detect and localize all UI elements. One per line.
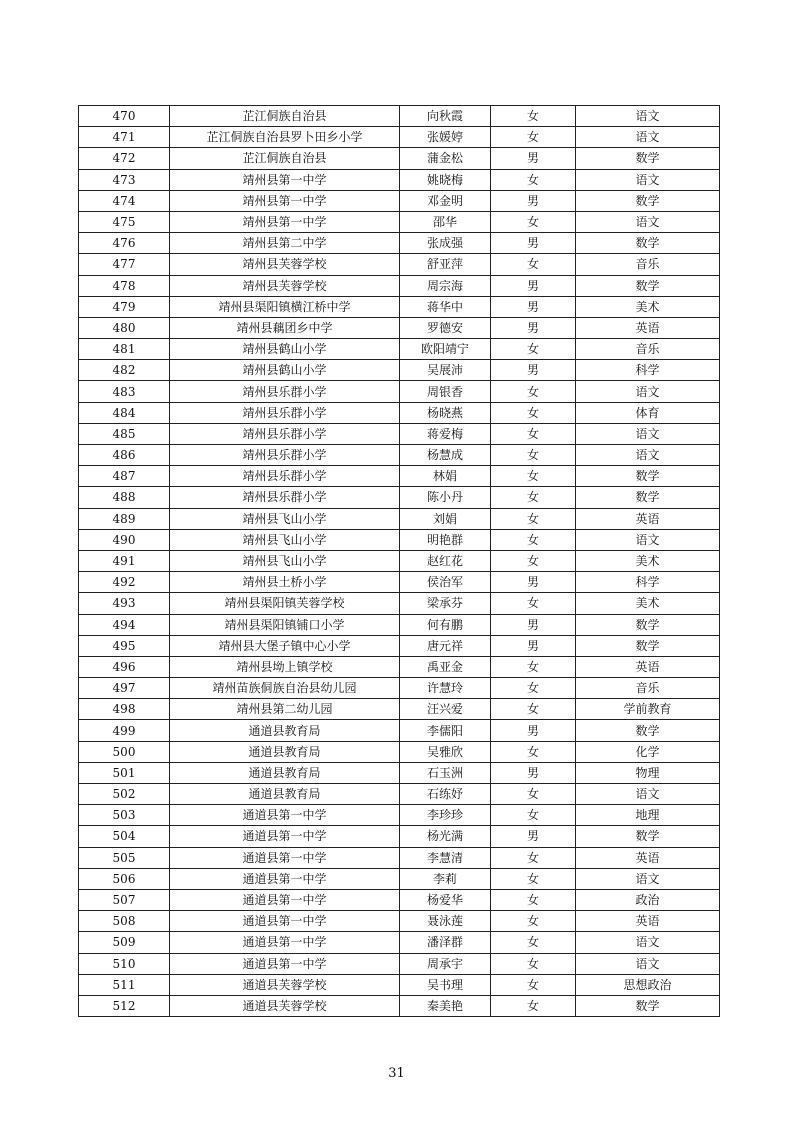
table-row — [79, 211, 720, 232]
name-cell: 罗德安 — [400, 317, 491, 338]
gender-cell: 女 — [491, 868, 576, 889]
table-row — [79, 233, 720, 254]
gender-cell: 男 — [491, 360, 576, 381]
subject-cell: 语文 — [576, 106, 720, 127]
unit-cell: 靖州县第一中学 — [170, 211, 400, 232]
table-row — [79, 889, 720, 910]
row-number-cell: 477 — [79, 254, 170, 275]
name-cell: 蒋爱梅 — [400, 423, 491, 444]
unit-cell: 靖州县渠阳镇横江桥中学 — [170, 296, 400, 317]
unit-cell: 通道县第一中学 — [170, 932, 400, 953]
gender-cell: 男 — [491, 572, 576, 593]
subject-cell: 数学 — [576, 190, 720, 211]
unit-cell: 芷江侗族自治县 — [170, 148, 400, 169]
row-number-cell: 490 — [79, 529, 170, 550]
unit-cell: 靖州县渠阳镇铺口小学 — [170, 614, 400, 635]
name-cell: 明艳群 — [400, 529, 491, 550]
name-cell: 石玉洲 — [400, 762, 491, 783]
subject-cell: 体育 — [576, 402, 720, 423]
row-number-cell: 480 — [79, 317, 170, 338]
table-row — [79, 148, 720, 169]
name-cell: 周宗海 — [400, 275, 491, 296]
name-cell: 欧阳靖宁 — [400, 339, 491, 360]
unit-cell: 芷江侗族自治县罗卜田乡小学 — [170, 127, 400, 148]
table-row — [79, 720, 720, 741]
table-row — [79, 296, 720, 317]
gender-cell: 男 — [491, 275, 576, 296]
gender-cell: 男 — [491, 233, 576, 254]
unit-cell: 靖州县乐群小学 — [170, 381, 400, 402]
row-number-cell: 504 — [79, 826, 170, 847]
row-number-cell: 511 — [79, 974, 170, 995]
gender-cell: 女 — [491, 339, 576, 360]
subject-cell: 语文 — [576, 211, 720, 232]
row-number-cell: 478 — [79, 275, 170, 296]
table-row — [79, 190, 720, 211]
unit-cell: 靖州县乐群小学 — [170, 445, 400, 466]
unit-cell: 靖州县第二中学 — [170, 233, 400, 254]
table-row — [79, 784, 720, 805]
subject-cell: 语文 — [576, 932, 720, 953]
gender-cell: 女 — [491, 550, 576, 571]
gender-cell: 女 — [491, 741, 576, 762]
gender-cell: 女 — [491, 889, 576, 910]
table-row — [79, 974, 720, 995]
row-number-cell: 507 — [79, 889, 170, 910]
row-number-cell: 476 — [79, 233, 170, 254]
row-number-cell: 492 — [79, 572, 170, 593]
table-row — [79, 550, 720, 571]
table-row — [79, 953, 720, 974]
subject-cell: 语文 — [576, 953, 720, 974]
unit-cell: 通道县教育局 — [170, 784, 400, 805]
name-cell: 周银香 — [400, 381, 491, 402]
subject-cell: 美术 — [576, 296, 720, 317]
row-number-cell: 488 — [79, 487, 170, 508]
table-row — [79, 487, 720, 508]
subject-cell: 美术 — [576, 593, 720, 614]
name-cell: 梁承芬 — [400, 593, 491, 614]
name-cell: 蒲金松 — [400, 148, 491, 169]
table-row — [79, 614, 720, 635]
subject-cell: 物理 — [576, 762, 720, 783]
gender-cell: 女 — [491, 423, 576, 444]
gender-cell: 女 — [491, 466, 576, 487]
gender-cell: 女 — [491, 953, 576, 974]
gender-cell: 男 — [491, 762, 576, 783]
row-number-cell: 473 — [79, 169, 170, 190]
row-number-cell: 481 — [79, 339, 170, 360]
subject-cell: 英语 — [576, 911, 720, 932]
table-row — [79, 656, 720, 677]
table-row — [79, 678, 720, 699]
unit-cell: 靖州苗族侗族自治县幼儿园 — [170, 678, 400, 699]
subject-cell: 英语 — [576, 847, 720, 868]
subject-cell: 语文 — [576, 529, 720, 550]
row-number-cell: 472 — [79, 148, 170, 169]
name-cell: 李慧清 — [400, 847, 491, 868]
unit-cell: 靖州县坳上镇学校 — [170, 656, 400, 677]
name-cell: 杨光满 — [400, 826, 491, 847]
name-cell: 石练妤 — [400, 784, 491, 805]
table-row — [79, 593, 720, 614]
unit-cell: 靖州县渠阳镇芙蓉学校 — [170, 593, 400, 614]
name-cell: 赵红花 — [400, 550, 491, 571]
roster-table-body — [79, 106, 720, 1017]
gender-cell: 女 — [491, 127, 576, 148]
unit-cell: 通道县第一中学 — [170, 847, 400, 868]
name-cell: 吴雅欣 — [400, 741, 491, 762]
subject-cell: 科学 — [576, 572, 720, 593]
unit-cell: 通道县芙蓉学校 — [170, 974, 400, 995]
row-number-cell: 491 — [79, 550, 170, 571]
subject-cell: 数学 — [576, 995, 720, 1016]
gender-cell: 女 — [491, 169, 576, 190]
row-number-cell: 497 — [79, 678, 170, 699]
name-cell: 张媛婷 — [400, 127, 491, 148]
subject-cell: 音乐 — [576, 678, 720, 699]
name-cell: 李莉 — [400, 868, 491, 889]
row-number-cell: 505 — [79, 847, 170, 868]
gender-cell: 女 — [491, 593, 576, 614]
row-number-cell: 493 — [79, 593, 170, 614]
table-row — [79, 466, 720, 487]
row-number-cell: 474 — [79, 190, 170, 211]
subject-cell: 数学 — [576, 826, 720, 847]
table-row — [79, 826, 720, 847]
gender-cell: 男 — [491, 826, 576, 847]
subject-cell: 语文 — [576, 423, 720, 444]
table-row — [79, 381, 720, 402]
subject-cell: 数学 — [576, 233, 720, 254]
unit-cell: 靖州县藕团乡中学 — [170, 317, 400, 338]
table-row — [79, 932, 720, 953]
table-row — [79, 762, 720, 783]
row-number-cell: 484 — [79, 402, 170, 423]
table-row — [79, 127, 720, 148]
unit-cell: 靖州县飞山小学 — [170, 508, 400, 529]
row-number-cell: 495 — [79, 635, 170, 656]
table-row — [79, 911, 720, 932]
table-row — [79, 805, 720, 826]
gender-cell: 女 — [491, 678, 576, 699]
gender-cell: 男 — [491, 614, 576, 635]
name-cell: 聂泳莲 — [400, 911, 491, 932]
name-cell: 秦美艳 — [400, 995, 491, 1016]
gender-cell: 女 — [491, 508, 576, 529]
row-number-cell: 475 — [79, 211, 170, 232]
subject-cell: 学前教育 — [576, 699, 720, 720]
table-row — [79, 699, 720, 720]
row-number-cell: 489 — [79, 508, 170, 529]
subject-cell: 语文 — [576, 868, 720, 889]
roster-table — [78, 105, 720, 1017]
name-cell: 侯治军 — [400, 572, 491, 593]
subject-cell: 数学 — [576, 148, 720, 169]
row-number-cell: 503 — [79, 805, 170, 826]
gender-cell: 女 — [491, 932, 576, 953]
name-cell: 张成强 — [400, 233, 491, 254]
subject-cell: 政治 — [576, 889, 720, 910]
row-number-cell: 479 — [79, 296, 170, 317]
name-cell: 向秋霞 — [400, 106, 491, 127]
gender-cell: 男 — [491, 317, 576, 338]
row-number-cell: 501 — [79, 762, 170, 783]
subject-cell: 数学 — [576, 275, 720, 296]
name-cell: 吴书理 — [400, 974, 491, 995]
row-number-cell: 471 — [79, 127, 170, 148]
subject-cell: 语文 — [576, 445, 720, 466]
row-number-cell: 485 — [79, 423, 170, 444]
subject-cell: 数学 — [576, 487, 720, 508]
unit-cell: 通道县第一中学 — [170, 826, 400, 847]
gender-cell: 女 — [491, 847, 576, 868]
name-cell: 邵华 — [400, 211, 491, 232]
row-number-cell: 482 — [79, 360, 170, 381]
name-cell: 邓金明 — [400, 190, 491, 211]
table-row — [79, 339, 720, 360]
gender-cell: 男 — [491, 190, 576, 211]
unit-cell: 靖州县第一中学 — [170, 190, 400, 211]
gender-cell: 女 — [491, 381, 576, 402]
row-number-cell: 510 — [79, 953, 170, 974]
unit-cell: 靖州县芙蓉学校 — [170, 254, 400, 275]
row-number-cell: 499 — [79, 720, 170, 741]
unit-cell: 靖州县第二幼儿园 — [170, 699, 400, 720]
subject-cell: 数学 — [576, 614, 720, 635]
table-row — [79, 360, 720, 381]
name-cell: 杨慧成 — [400, 445, 491, 466]
row-number-cell: 486 — [79, 445, 170, 466]
subject-cell: 美术 — [576, 550, 720, 571]
gender-cell: 男 — [491, 148, 576, 169]
name-cell: 汪兴爱 — [400, 699, 491, 720]
name-cell: 杨爱华 — [400, 889, 491, 910]
subject-cell: 英语 — [576, 317, 720, 338]
gender-cell: 女 — [491, 656, 576, 677]
name-cell: 何有鹏 — [400, 614, 491, 635]
gender-cell: 女 — [491, 784, 576, 805]
gender-cell: 女 — [491, 699, 576, 720]
name-cell: 潘泽群 — [400, 932, 491, 953]
table-row — [79, 169, 720, 190]
name-cell: 杨晓燕 — [400, 402, 491, 423]
row-number-cell: 487 — [79, 466, 170, 487]
table-row — [79, 275, 720, 296]
unit-cell: 靖州县乐群小学 — [170, 402, 400, 423]
unit-cell: 靖州县乐群小学 — [170, 487, 400, 508]
row-number-cell: 500 — [79, 741, 170, 762]
gender-cell: 男 — [491, 296, 576, 317]
row-number-cell: 483 — [79, 381, 170, 402]
gender-cell: 女 — [491, 402, 576, 423]
gender-cell: 女 — [491, 254, 576, 275]
table-row — [79, 254, 720, 275]
unit-cell: 通道县教育局 — [170, 762, 400, 783]
unit-cell: 通道县第一中学 — [170, 868, 400, 889]
unit-cell: 芷江侗族自治县 — [170, 106, 400, 127]
unit-cell: 靖州县鹤山小学 — [170, 360, 400, 381]
unit-cell: 靖州县乐群小学 — [170, 466, 400, 487]
gender-cell: 男 — [491, 635, 576, 656]
subject-cell: 地理 — [576, 805, 720, 826]
unit-cell: 通道县教育局 — [170, 720, 400, 741]
gender-cell: 女 — [491, 974, 576, 995]
table-row — [79, 995, 720, 1016]
table-row — [79, 402, 720, 423]
subject-cell: 思想政治 — [576, 974, 720, 995]
unit-cell: 靖州县大堡子镇中心小学 — [170, 635, 400, 656]
gender-cell: 女 — [491, 995, 576, 1016]
table-row — [79, 317, 720, 338]
unit-cell: 通道县第一中学 — [170, 889, 400, 910]
unit-cell: 靖州县芙蓉学校 — [170, 275, 400, 296]
gender-cell: 女 — [491, 805, 576, 826]
table-row — [79, 741, 720, 762]
row-number-cell: 512 — [79, 995, 170, 1016]
name-cell: 蒋华中 — [400, 296, 491, 317]
name-cell: 吴展沛 — [400, 360, 491, 381]
name-cell: 李珍珍 — [400, 805, 491, 826]
name-cell: 陈小丹 — [400, 487, 491, 508]
unit-cell: 靖州县乐群小学 — [170, 423, 400, 444]
subject-cell: 英语 — [576, 508, 720, 529]
row-number-cell: 496 — [79, 656, 170, 677]
row-number-cell: 502 — [79, 784, 170, 805]
unit-cell: 通道县第一中学 — [170, 953, 400, 974]
subject-cell: 语文 — [576, 127, 720, 148]
name-cell: 禹亚金 — [400, 656, 491, 677]
unit-cell: 靖州县第一中学 — [170, 169, 400, 190]
unit-cell: 通道县教育局 — [170, 741, 400, 762]
page-number: 31 — [388, 1066, 405, 1081]
name-cell: 舒亚萍 — [400, 254, 491, 275]
table-row — [79, 106, 720, 127]
gender-cell: 女 — [491, 911, 576, 932]
table-row — [79, 868, 720, 889]
name-cell: 唐元祥 — [400, 635, 491, 656]
row-number-cell: 494 — [79, 614, 170, 635]
subject-cell: 数学 — [576, 635, 720, 656]
name-cell: 周承宇 — [400, 953, 491, 974]
unit-cell: 通道县第一中学 — [170, 911, 400, 932]
unit-cell: 靖州县飞山小学 — [170, 550, 400, 571]
table-row — [79, 847, 720, 868]
subject-cell: 语文 — [576, 381, 720, 402]
row-number-cell: 506 — [79, 868, 170, 889]
gender-cell: 女 — [491, 106, 576, 127]
gender-cell: 女 — [491, 529, 576, 550]
name-cell: 李儒阳 — [400, 720, 491, 741]
subject-cell: 数学 — [576, 466, 720, 487]
gender-cell: 男 — [491, 720, 576, 741]
gender-cell: 女 — [491, 445, 576, 466]
subject-cell: 数学 — [576, 720, 720, 741]
unit-cell: 靖州县鹤山小学 — [170, 339, 400, 360]
gender-cell: 女 — [491, 211, 576, 232]
unit-cell: 靖州县飞山小学 — [170, 529, 400, 550]
row-number-cell: 498 — [79, 699, 170, 720]
name-cell: 林娟 — [400, 466, 491, 487]
table-row — [79, 445, 720, 466]
name-cell: 许慧玲 — [400, 678, 491, 699]
subject-cell: 音乐 — [576, 254, 720, 275]
subject-cell: 科学 — [576, 360, 720, 381]
unit-cell: 靖州县土桥小学 — [170, 572, 400, 593]
table-row — [79, 423, 720, 444]
subject-cell: 音乐 — [576, 339, 720, 360]
name-cell: 刘娟 — [400, 508, 491, 529]
name-cell: 姚晓梅 — [400, 169, 491, 190]
row-number-cell: 509 — [79, 932, 170, 953]
table-row — [79, 529, 720, 550]
table-row — [79, 635, 720, 656]
subject-cell: 英语 — [576, 656, 720, 677]
subject-cell: 语文 — [576, 169, 720, 190]
gender-cell: 女 — [491, 487, 576, 508]
table-row — [79, 508, 720, 529]
subject-cell: 化学 — [576, 741, 720, 762]
table-row — [79, 572, 720, 593]
subject-cell: 语文 — [576, 784, 720, 805]
row-number-cell: 508 — [79, 911, 170, 932]
row-number-cell: 470 — [79, 106, 170, 127]
unit-cell: 通道县第一中学 — [170, 805, 400, 826]
unit-cell: 通道县芙蓉学校 — [170, 995, 400, 1016]
